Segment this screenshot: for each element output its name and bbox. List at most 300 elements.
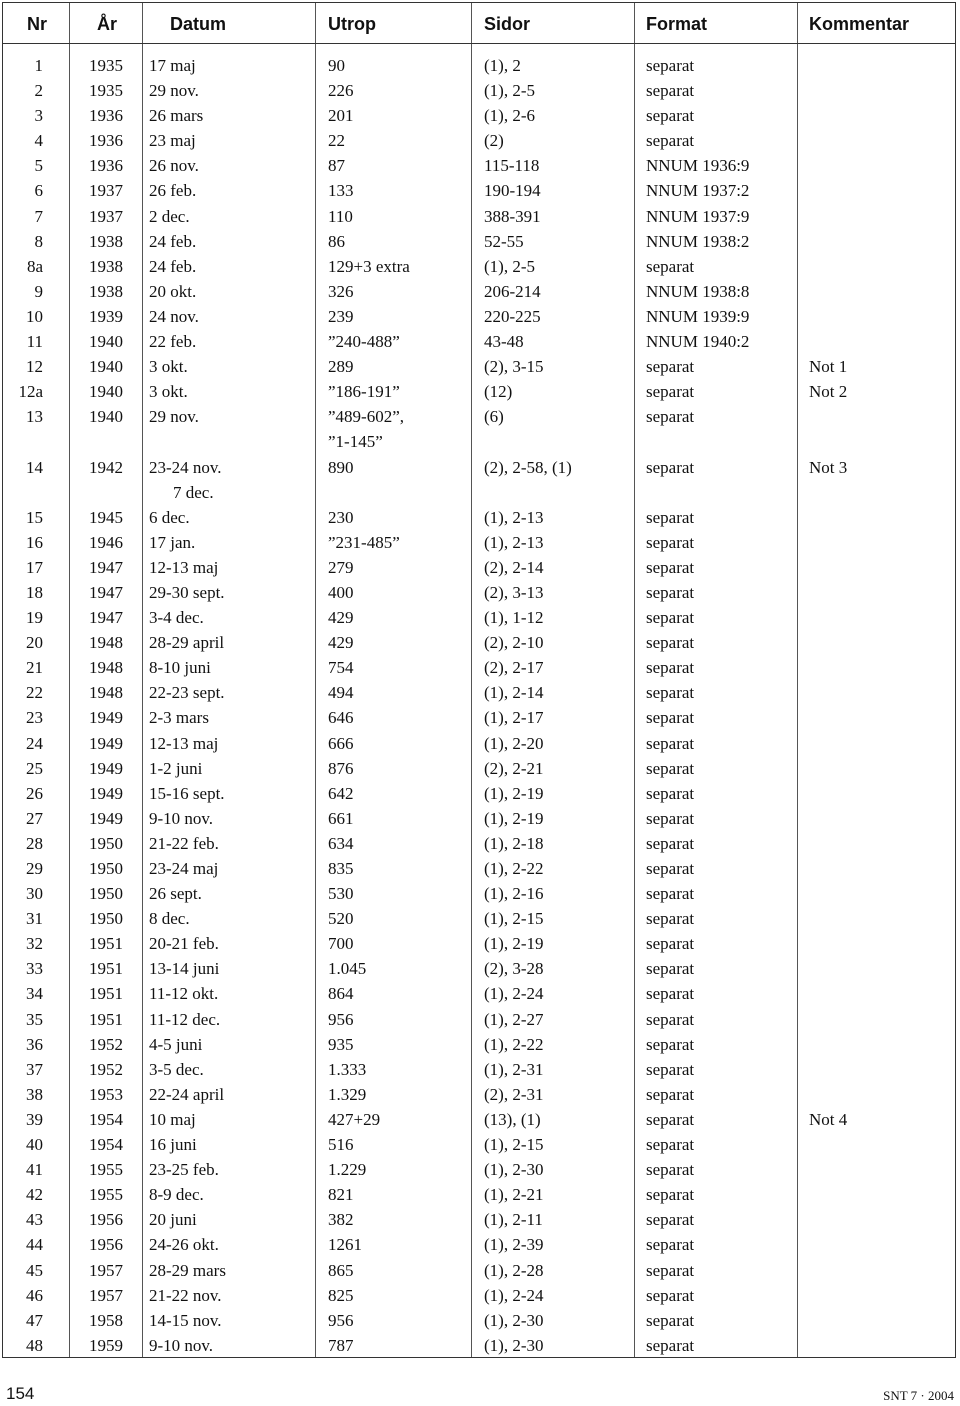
cell-year: 1949 xyxy=(89,783,123,803)
cell-nr: 5 xyxy=(34,156,43,176)
table-row xyxy=(3,301,955,326)
cell-nr: 31 xyxy=(26,909,43,929)
table-row xyxy=(3,1179,955,1204)
cell-format: separat xyxy=(646,256,695,276)
cell-year: 1937 xyxy=(89,181,123,201)
cell-nr: 32 xyxy=(26,934,43,954)
cell-date: 20 juni xyxy=(149,1210,197,1230)
table-row xyxy=(3,1204,955,1229)
cell-year: 1936 xyxy=(89,106,123,126)
cell-pages: (1), 2-30 xyxy=(484,1310,544,1330)
cell-year: 1955 xyxy=(89,1160,123,1180)
cell-date: 10 maj xyxy=(149,1109,196,1129)
cell-pages: (1), 2-27 xyxy=(484,1009,544,1029)
cell-nr: 2 xyxy=(34,81,43,101)
cell-nr: 48 xyxy=(26,1335,43,1355)
cell-pages: 43-48 xyxy=(484,332,524,352)
table-row xyxy=(3,1079,955,1104)
auction-table xyxy=(2,2,956,1358)
table-row xyxy=(3,1054,955,1079)
cell-date: 20 okt. xyxy=(149,281,197,301)
cell-format: separat xyxy=(646,131,695,151)
cell-utrop: 1261 xyxy=(328,1235,362,1255)
cell-format: separat xyxy=(646,1210,695,1230)
cell-format: separat xyxy=(646,557,695,577)
cell-year: 1959 xyxy=(89,1335,123,1355)
cell-utrop: ”186-191” xyxy=(328,382,400,402)
cell-format: separat xyxy=(646,1235,695,1255)
cell-nr: 8 xyxy=(34,231,43,251)
cell-utrop: 382 xyxy=(328,1210,354,1230)
cell-utrop: 520 xyxy=(328,909,354,929)
cell-year: 1949 xyxy=(89,758,123,778)
cell-year: 1948 xyxy=(89,633,123,653)
cell-nr: 9 xyxy=(34,281,43,301)
cell-date: 24 nov. xyxy=(149,306,199,326)
cell-utrop: 956 xyxy=(328,1009,354,1029)
cell-year: 1947 xyxy=(89,582,123,602)
cell-date: 2-3 mars xyxy=(149,708,209,728)
cell-year: 1949 xyxy=(89,733,123,753)
cell-pages: (1), 2-20 xyxy=(484,733,544,753)
table-row xyxy=(3,401,955,451)
cell-utrop: 700 xyxy=(328,934,354,954)
cell-format: NNUM 1939:9 xyxy=(646,306,750,326)
cell-pages: (2), 2-21 xyxy=(484,758,544,778)
cell-pages: (2), 2-14 xyxy=(484,557,544,577)
cell-format: separat xyxy=(646,658,695,678)
cell-year: 1936 xyxy=(89,131,123,151)
cell-format: NNUM 1940:2 xyxy=(646,332,750,352)
cell-format: separat xyxy=(646,884,695,904)
cell-pages: (2) xyxy=(484,131,504,151)
cell-format: separat xyxy=(646,909,695,929)
cell-utrop: 226 xyxy=(328,81,354,101)
cell-pages: (12) xyxy=(484,382,513,402)
page-number: 154 xyxy=(6,1384,35,1403)
cell-format: separat xyxy=(646,608,695,628)
cell-date: 29 nov. xyxy=(149,407,199,427)
cell-nr: 3 xyxy=(34,106,43,126)
table-row xyxy=(3,201,955,226)
header-year: År xyxy=(97,14,118,34)
cell-date: 24 feb. xyxy=(149,231,197,251)
cell-pages: (1), 2-16 xyxy=(484,884,544,904)
cell-utrop: 87 xyxy=(328,156,345,176)
cell-year: 1948 xyxy=(89,658,123,678)
table-row xyxy=(3,753,955,778)
table-row xyxy=(3,828,955,853)
header-utrop: Utrop xyxy=(328,14,376,34)
cell-date: 6 dec. xyxy=(149,507,190,527)
cell-year: 1948 xyxy=(89,683,123,703)
cell-pages: 190-194 xyxy=(484,181,541,201)
cell-nr: 39 xyxy=(26,1109,43,1129)
cell-format: separat xyxy=(646,683,695,703)
cell-pages: (2), 3-28 xyxy=(484,959,544,979)
cell-nr: 41 xyxy=(26,1160,43,1180)
cell-date: 26 sept. xyxy=(149,884,202,904)
table-row xyxy=(3,502,955,527)
cell-year: 1956 xyxy=(89,1235,123,1255)
cell-date: 24 feb. xyxy=(149,256,197,276)
cell-date: 23-25 feb. xyxy=(149,1160,219,1180)
cell-format: separat xyxy=(646,783,695,803)
cell-utrop: 239 xyxy=(328,306,354,326)
cell-comment: Not 3 xyxy=(809,457,848,477)
cell-format: separat xyxy=(646,1109,695,1129)
cell-date: 26 mars xyxy=(149,106,204,126)
cell-nr: 17 xyxy=(26,557,43,577)
cell-utrop: 1.329 xyxy=(328,1084,367,1104)
cell-date-second-line: 7 dec. xyxy=(173,482,214,502)
cell-pages: (1), 2-15 xyxy=(484,909,544,929)
header-format: Format xyxy=(646,14,708,34)
cell-pages: 52-55 xyxy=(484,231,524,251)
cell-year: 1949 xyxy=(89,808,123,828)
cell-nr: 33 xyxy=(26,959,43,979)
cell-date: 29-30 sept. xyxy=(149,582,225,602)
cell-utrop: 642 xyxy=(328,783,354,803)
cell-utrop: 864 xyxy=(328,984,354,1004)
cell-nr: 42 xyxy=(26,1185,43,1205)
cell-format: separat xyxy=(646,56,695,75)
cell-format: separat xyxy=(646,1059,695,1079)
table-row xyxy=(3,552,955,577)
cell-nr: 10 xyxy=(26,306,43,326)
table-row xyxy=(3,728,955,753)
table-row xyxy=(3,100,955,125)
cell-nr: 34 xyxy=(26,984,43,1004)
cell-nr: 45 xyxy=(26,1260,43,1280)
table-row xyxy=(3,1104,955,1129)
cell-date: 3-4 dec. xyxy=(149,608,204,628)
table-row xyxy=(3,326,955,351)
cell-nr: 44 xyxy=(26,1235,43,1255)
cell-pages: (1), 2-22 xyxy=(484,859,544,878)
cell-pages: 115-118 xyxy=(484,156,540,176)
cell-pages: (1), 2-13 xyxy=(484,532,544,552)
cell-nr: 20 xyxy=(26,633,43,653)
cell-format: NNUM 1938:8 xyxy=(646,281,750,301)
cell-pages: (2), 2-31 xyxy=(484,1084,544,1104)
cell-date: 22-23 sept. xyxy=(149,683,225,703)
cell-nr: 40 xyxy=(26,1135,43,1155)
cell-date: 22 feb. xyxy=(149,332,197,352)
cell-pages: (2), 2-10 xyxy=(484,633,544,653)
cell-nr: 46 xyxy=(26,1285,43,1305)
cell-year: 1949 xyxy=(89,708,123,728)
cell-nr: 25 xyxy=(26,758,43,778)
cell-date: 11-12 okt. xyxy=(149,984,219,1004)
cell-year: 1940 xyxy=(89,382,123,402)
cell-format: separat xyxy=(646,758,695,778)
table-row xyxy=(3,1255,955,1280)
table-row xyxy=(3,1004,955,1029)
cell-utrop: 494 xyxy=(328,683,354,703)
cell-format: separat xyxy=(646,1160,695,1180)
table-row xyxy=(3,778,955,803)
cell-date: 23 maj xyxy=(149,131,196,151)
cell-pages: (2), 2-17 xyxy=(484,658,544,678)
cell-pages: (1), 2-31 xyxy=(484,1059,544,1079)
cell-date: 8-9 dec. xyxy=(149,1185,204,1205)
cell-year: 1945 xyxy=(89,507,123,527)
cell-year: 1954 xyxy=(89,1135,123,1155)
cell-year: 1957 xyxy=(89,1260,123,1280)
cell-date: 14-15 nov. xyxy=(149,1310,222,1330)
table-row xyxy=(3,351,955,376)
cell-nr: 6 xyxy=(34,181,43,201)
cell-date: 15-16 sept. xyxy=(149,783,225,803)
cell-year: 1951 xyxy=(89,984,123,1004)
cell-comment: Not 1 xyxy=(809,357,848,377)
cell-format: separat xyxy=(646,532,695,552)
cell-utrop: 956 xyxy=(328,1310,354,1330)
cell-nr: 4 xyxy=(34,131,43,151)
header-comment: Kommentar xyxy=(809,14,910,34)
cell-pages: (2), 3-15 xyxy=(484,357,544,377)
cell-pages: (2), 3-13 xyxy=(484,582,544,602)
cell-pages: (1), 2-24 xyxy=(484,984,544,1004)
cell-utrop: 1.333 xyxy=(328,1059,367,1079)
cell-pages: (1), 2 xyxy=(484,56,521,75)
cell-utrop: 835 xyxy=(328,859,354,878)
cell-utrop: 110 xyxy=(328,206,353,226)
cell-utrop: 1.045 xyxy=(328,959,367,979)
table-row xyxy=(3,853,955,878)
table-row xyxy=(3,452,955,502)
cell-date: 12-13 maj xyxy=(149,733,219,753)
cell-nr: 47 xyxy=(26,1310,43,1330)
cell-pages: (1), 2-18 xyxy=(484,833,544,853)
cell-year: 1952 xyxy=(89,1034,123,1054)
cell-utrop: 935 xyxy=(328,1034,354,1054)
cell-pages: (1), 2-39 xyxy=(484,1235,544,1255)
cell-format: separat xyxy=(646,1310,695,1330)
table-row xyxy=(3,75,955,100)
cell-year: 1951 xyxy=(89,934,123,954)
cell-date: 4-5 juni xyxy=(149,1034,203,1054)
table-row xyxy=(3,1229,955,1254)
table-row xyxy=(3,50,955,75)
cell-year: 1956 xyxy=(89,1210,123,1230)
cell-format: separat xyxy=(646,457,695,477)
table-row xyxy=(3,803,955,828)
cell-nr: 37 xyxy=(26,1059,43,1079)
cell-utrop: 289 xyxy=(328,357,354,377)
cell-format: separat xyxy=(646,984,695,1004)
table-row xyxy=(3,1280,955,1305)
table-row xyxy=(3,1029,955,1054)
cell-nr: 14 xyxy=(26,457,43,477)
cell-nr: 15 xyxy=(26,507,43,527)
cell-pages: (1), 2-28 xyxy=(484,1260,544,1280)
cell-format: separat xyxy=(646,1034,695,1054)
cell-utrop: 821 xyxy=(328,1185,354,1205)
cell-utrop: 530 xyxy=(328,884,354,904)
cell-utrop: 787 xyxy=(328,1335,354,1355)
cell-pages: (1), 2-5 xyxy=(484,81,535,101)
cell-nr: 21 xyxy=(26,658,43,678)
table-row xyxy=(3,1305,955,1330)
cell-nr: 16 xyxy=(26,532,43,552)
cell-pages: (1), 2-19 xyxy=(484,783,544,803)
table-row xyxy=(3,652,955,677)
cell-nr: 38 xyxy=(26,1084,43,1104)
cell-date: 20-21 feb. xyxy=(149,934,219,954)
cell-date: 26 feb. xyxy=(149,181,197,201)
cell-utrop: 876 xyxy=(328,758,354,778)
cell-year: 1940 xyxy=(89,357,123,377)
cell-date: 28-29 mars xyxy=(149,1260,226,1280)
journal-reference: SNT 7 · 2004 xyxy=(883,1388,954,1403)
header-nr: Nr xyxy=(27,14,48,34)
cell-nr: 28 xyxy=(26,833,43,853)
cell-year: 1950 xyxy=(89,859,123,878)
cell-pages: (1), 2-19 xyxy=(484,808,544,828)
cell-nr: 29 xyxy=(26,859,43,878)
cell-pages: (1), 1-12 xyxy=(484,608,544,628)
cell-pages: (1), 2-14 xyxy=(484,683,544,703)
cell-date: 3-5 dec. xyxy=(149,1059,204,1079)
cell-utrop: 22 xyxy=(328,131,345,151)
table-row xyxy=(3,702,955,727)
cell-pages: (1), 2-5 xyxy=(484,256,535,276)
cell-format: separat xyxy=(646,1084,695,1104)
cell-year: 1950 xyxy=(89,909,123,929)
cell-pages: 220-225 xyxy=(484,306,541,326)
cell-utrop: 865 xyxy=(328,1260,354,1280)
cell-utrop: 427+29 xyxy=(328,1109,381,1129)
cell-date: 12-13 maj xyxy=(149,557,219,577)
cell-utrop: 634 xyxy=(328,833,354,853)
cell-date: 13-14 juni xyxy=(149,959,220,979)
cell-year: 1950 xyxy=(89,833,123,853)
cell-format: separat xyxy=(646,1009,695,1029)
cell-format: separat xyxy=(646,1335,695,1355)
cell-utrop: 429 xyxy=(328,608,354,628)
cell-date: 9-10 nov. xyxy=(149,808,214,828)
table-row xyxy=(3,1129,955,1154)
cell-utrop: 230 xyxy=(328,507,354,527)
cell-format: separat xyxy=(646,382,695,402)
cell-date: 23-24 nov. xyxy=(149,457,222,477)
cell-date: 22-24 april xyxy=(149,1084,225,1104)
cell-year: 1947 xyxy=(89,557,123,577)
cell-date: 8-10 juni xyxy=(149,658,211,678)
cell-date: 17 jan. xyxy=(149,532,196,552)
cell-pages: (1), 2-11 xyxy=(484,1210,543,1230)
cell-year: 1935 xyxy=(89,81,123,101)
cell-format: separat xyxy=(646,1260,695,1280)
cell-utrop: 326 xyxy=(328,281,354,301)
cell-format: separat xyxy=(646,633,695,653)
table-row xyxy=(3,226,955,251)
table-row xyxy=(3,125,955,150)
cell-year: 1936 xyxy=(89,156,123,176)
cell-nr: 1 xyxy=(34,56,43,75)
cell-pages: (1), 2-15 xyxy=(484,1135,544,1155)
cell-format: separat xyxy=(646,959,695,979)
cell-nr: 26 xyxy=(26,783,43,803)
cell-comment: Not 2 xyxy=(809,382,848,402)
cell-utrop: 661 xyxy=(328,808,354,828)
cell-pages: (6) xyxy=(484,407,504,427)
cell-nr: 19 xyxy=(26,608,43,628)
cell-nr: 18 xyxy=(26,582,43,602)
table-row xyxy=(3,878,955,903)
cell-nr: 24 xyxy=(26,733,43,753)
cell-date: 29 nov. xyxy=(149,81,199,101)
cell-year: 1953 xyxy=(89,1084,123,1104)
cell-year: 1940 xyxy=(89,407,123,427)
cell-pages: (1), 2-30 xyxy=(484,1160,544,1180)
cell-nr: 36 xyxy=(26,1034,43,1054)
cell-format: separat xyxy=(646,507,695,527)
cell-utrop: 429 xyxy=(328,633,354,653)
cell-utrop: 279 xyxy=(328,557,354,577)
cell-utrop: 400 xyxy=(328,582,354,602)
cell-utrop: 90 xyxy=(328,56,345,75)
cell-format: NNUM 1938:2 xyxy=(646,231,750,251)
cell-utrop: 825 xyxy=(328,1285,354,1305)
cell-pages: (2), 2-58, (1) xyxy=(484,457,572,477)
cell-nr: 43 xyxy=(26,1210,43,1230)
cell-pages: (1), 2-21 xyxy=(484,1185,544,1205)
cell-date: 28-29 april xyxy=(149,633,225,653)
cell-format: separat xyxy=(646,708,695,728)
cell-format: separat xyxy=(646,106,695,126)
cell-pages: (1), 2-13 xyxy=(484,507,544,527)
cell-year: 1958 xyxy=(89,1310,123,1330)
cell-format: separat xyxy=(646,859,695,878)
cell-utrop: ”240-488” xyxy=(328,332,400,352)
cell-date: 2 dec. xyxy=(149,206,190,226)
cell-year: 1954 xyxy=(89,1109,123,1129)
cell-format: separat xyxy=(646,1185,695,1205)
cell-comment: Not 4 xyxy=(809,1109,848,1129)
cell-utrop: 133 xyxy=(328,181,354,201)
cell-date: 11-12 dec. xyxy=(149,1009,221,1029)
table-row xyxy=(3,677,955,702)
cell-nr: 22 xyxy=(26,683,43,703)
table-row xyxy=(3,903,955,928)
cell-date: 17 maj xyxy=(149,56,196,75)
cell-nr: 11 xyxy=(26,332,43,352)
cell-format: separat xyxy=(646,407,695,427)
table-row xyxy=(3,627,955,652)
table-row xyxy=(3,577,955,602)
table-header xyxy=(3,3,955,44)
cell-date: 26 nov. xyxy=(149,156,199,176)
cell-pages: (1), 2-17 xyxy=(484,708,544,728)
cell-utrop: ”231-485” xyxy=(328,532,400,552)
cell-year: 1938 xyxy=(89,256,123,276)
cell-year: 1952 xyxy=(89,1059,123,1079)
cell-date: 23-24 maj xyxy=(149,859,219,878)
cell-format: separat xyxy=(646,81,695,101)
cell-year: 1951 xyxy=(89,1009,123,1029)
cell-pages: 206-214 xyxy=(484,281,541,301)
cell-format: NNUM 1936:9 xyxy=(646,156,750,176)
cell-utrop: 86 xyxy=(328,231,345,251)
cell-nr: 27 xyxy=(26,808,43,828)
cell-utrop: 666 xyxy=(328,733,354,753)
cell-date: 3 okt. xyxy=(149,357,188,377)
cell-format: NNUM 1937:9 xyxy=(646,206,750,226)
cell-date: 16 juni xyxy=(149,1135,197,1155)
